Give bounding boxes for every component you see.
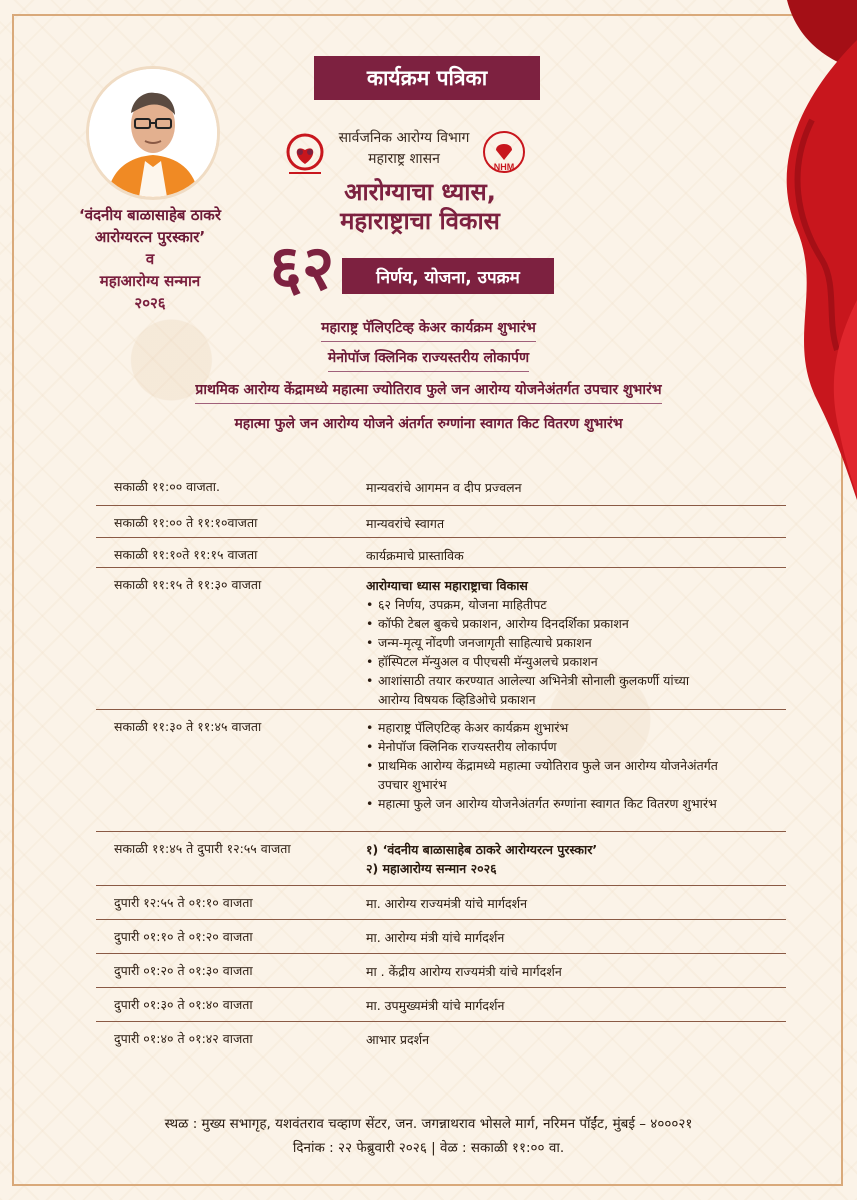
- list-item: • ६२ निर्णय, उपक्रम, योजना माहितीपट: [366, 595, 786, 614]
- nhm-logo-text: NHM: [493, 162, 515, 172]
- list-item: • आशांसाठी तयार करण्यात आलेल्या अभिनेत्री सोनाली कुलकर्णी यांच्या: [366, 671, 786, 690]
- award-line-2: आरोग्यरत्न पुरस्कार’: [94, 228, 206, 246]
- row-event: मा. आरोग्य मंत्री यांचे मार्गदर्शन: [366, 930, 505, 945]
- campaign-headline: [300, 178, 540, 236]
- row-event: मान्यवरांचे आगमन व दीप प्रज्वलन: [366, 480, 522, 495]
- award-line-3: व: [145, 250, 155, 268]
- bullet-list: [366, 595, 786, 690]
- row-event: मा. आरोग्य राज्यमंत्री यांचे मार्गदर्शन: [366, 896, 528, 911]
- launch-text: महाराष्ट्र पॅलिएटिव्ह केअर कार्यक्रम शुभारंभ: [321, 318, 536, 342]
- row-time: दुपारी ०१:२० ते ०१:३० वाजता: [114, 963, 253, 978]
- row-time: सकाळी ११:०० ते ११:१०वाजता: [114, 515, 258, 530]
- table-row: [96, 568, 786, 710]
- list-item: • कॉफी टेबल बुकचे प्रकाशन, आरोग्य दिनदर्शिका प्रकाशन: [366, 614, 786, 633]
- department-line-1: सार्वजनिक आरोग्य विभाग: [338, 130, 470, 146]
- page-title: कार्यक्रम पत्रिका: [314, 56, 540, 100]
- launch-text: महात्मा फुले जन आरोग्य योजने अंतर्गत रुग्णांना स्वागत किट वितरण शुभारंभ: [234, 416, 623, 432]
- row-event: मा. उपमुख्यमंत्री यांचे मार्गदर्शन: [366, 998, 505, 1013]
- headline-line-1: आरोग्याचा ध्यास,: [344, 178, 496, 206]
- row-time: सकाळी ११:१०ते ११:१५ वाजता: [114, 547, 258, 562]
- award-line-5: २०२६: [134, 294, 166, 312]
- list-item: • महाराष्ट्र पॅलिएटिव्ह केअर कार्यक्रम शुभारंभ: [366, 718, 786, 737]
- table-row: [96, 988, 786, 1022]
- list-item: • जन्म-मृत्यू नोंदणी जनजागृती साहित्याचे प्रकाशन: [366, 633, 786, 652]
- row-time: सकाळी ११:१५ ते ११:३० वाजता: [114, 577, 262, 592]
- nhm-logo-icon: [478, 130, 530, 178]
- row-heading: आरोग्याचा ध्यास महाराष्ट्राचा विकास: [366, 578, 528, 593]
- table-row: [96, 832, 786, 886]
- department-name: [330, 128, 478, 170]
- launch-item: [0, 348, 857, 372]
- table-row: [96, 1022, 786, 1056]
- row-time: सकाळी ११:३० ते ११:४५ वाजता: [114, 719, 262, 734]
- table-row: [96, 710, 786, 832]
- award-item-2: २) महाआरोग्य सन्मान २०२६: [366, 861, 497, 876]
- venue-text: स्थळ : मुख्य सभागृह, यशवंतराव चव्हाण सेंटर, जन. जगन्नाथराव भोसले मार्ग, नरिमन पॉईंट, मुंबई – ४०००२१: [164, 1116, 693, 1132]
- award-heading: [30, 204, 270, 314]
- row-event: [366, 568, 786, 709]
- launch-item: [0, 414, 857, 433]
- row-event: आभार प्रदर्शन: [366, 1032, 430, 1047]
- award-line-4: महाआरोग्य सन्मान: [99, 272, 201, 290]
- table-row: [96, 506, 786, 538]
- row-time: सकाळी ११:४५ ते दुपारी १२:५५ वाजता: [114, 841, 291, 856]
- department-line-2: महाराष्ट्र शासन: [368, 151, 440, 167]
- schedule-table: [96, 470, 786, 1056]
- ribbon-decoration: [727, 0, 857, 520]
- table-row: [96, 470, 786, 506]
- big-number: ६२: [269, 231, 335, 304]
- row-time: दुपारी १२:५५ ते ०१:१० वाजता: [114, 895, 253, 910]
- row-event: मा . केंद्रीय आरोग्य राज्यमंत्री यांचे मार्गदर्शन: [366, 964, 562, 979]
- list-item: • मेनोपॉज क्लिनिक राज्यस्तरीय लोकार्पण: [366, 737, 786, 756]
- row-event: कार्यक्रमाचे प्रास्ताविक: [366, 548, 464, 563]
- venue-footer: [0, 1112, 857, 1160]
- row-event: [366, 710, 786, 831]
- table-row: [96, 538, 786, 568]
- headline-line-2: महाराष्ट्राचा विकास: [340, 207, 500, 235]
- bullet-list: [366, 718, 786, 775]
- award-item-1: १) ‘वंदनीय बाळासाहेब ठाकरे आरोग्यरत्न पुरस्कार’: [366, 842, 598, 857]
- date-time-text: दिनांक : २२ फेब्रुवारी २०२६ | वेळ : सकाळी ११:०० वा.: [292, 1140, 565, 1156]
- table-row: [96, 920, 786, 954]
- list-item: • हॉस्पिटल मॅन्युअल व पीएचसी मॅन्युअलचे प्रकाशन: [366, 652, 786, 671]
- portrait-image: [86, 66, 220, 200]
- row-event: मान्यवरांचे स्वागत: [366, 516, 445, 531]
- launch-text: प्राथमिक आरोग्य केंद्रामध्ये महात्मा ज्योतिराव फुले जन आरोग्य योजनेअंतर्गत उपचार शुभारंभ: [195, 380, 661, 404]
- launch-item: [0, 318, 857, 342]
- row-event: [366, 832, 786, 885]
- bullet-list: [366, 794, 786, 813]
- public-health-logo-icon: [283, 132, 327, 178]
- list-item: • प्राथमिक आरोग्य केंद्रामध्ये महात्मा ज्योतिराव फुले जन आरोग्य योजनेअंतर्गत: [366, 756, 786, 775]
- row-time: दुपारी ०१:१० ते ०१:२० वाजता: [114, 929, 253, 944]
- list-item-continuation: उपचार शुभारंभ: [378, 777, 447, 792]
- launch-item: [0, 380, 857, 404]
- list-item-continuation: आरोग्य विषयक व्हिडिओचे प्रकाशन: [378, 692, 536, 707]
- award-line-1: ‘वंदनीय बाळासाहेब ठाकरे: [79, 206, 221, 224]
- row-time: दुपारी ०१:३० ते ०१:४० वाजता: [114, 997, 253, 1012]
- table-row: [96, 886, 786, 920]
- row-time: दुपारी ०१:४० ते ०१:४२ वाजता: [114, 1031, 253, 1046]
- table-row: [96, 954, 786, 988]
- row-time: सकाळी ११:०० वाजता.: [114, 479, 220, 494]
- list-item: • महात्मा फुले जन आरोग्य योजनेअंतर्गत रुग्णांना स्वागत किट वितरण शुभारंभ: [366, 794, 786, 813]
- launch-text: मेनोपॉज क्लिनिक राज्यस्तरीय लोकार्पण: [328, 348, 529, 372]
- tagline-bar: निर्णय, योजना, उपक्रम: [342, 258, 554, 294]
